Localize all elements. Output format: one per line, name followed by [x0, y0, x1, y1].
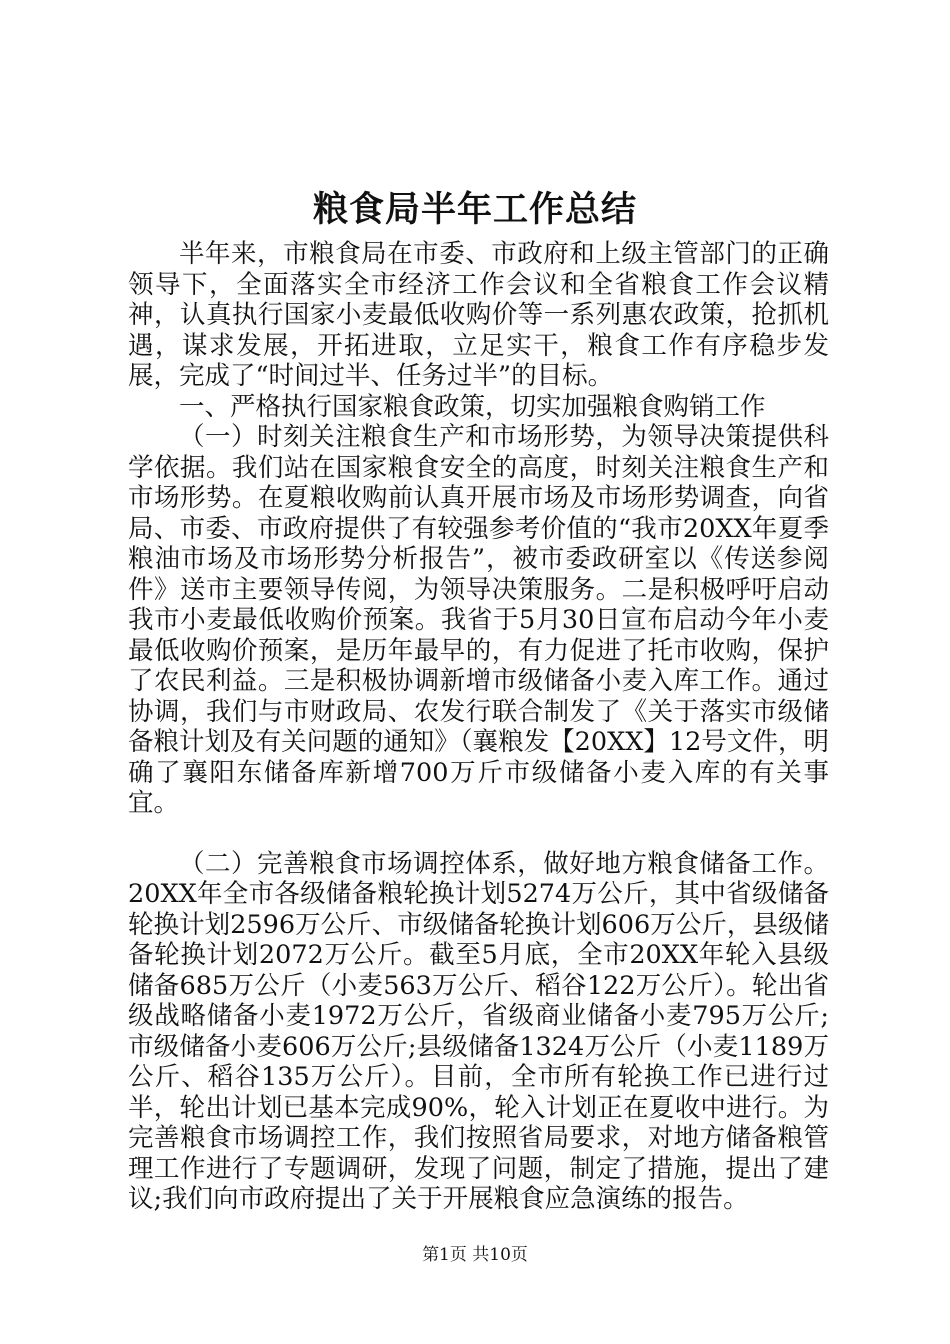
page-number-footer: 第1页 共10页	[422, 1245, 528, 1265]
paragraph-subsection-2: （二）完善粮食市场调控体系，做好地方粮食储备工作。20XX年全市各级储备粮轮换计划5274万公斤，其中省级储备轮换计划2596万公斤、市级储备轮换计划606万公斤，县级储备轮换计划2072万公斤。截至5月底，全市20XX年轮入县级储备685万公斤（小麦563万公斤、稻谷122万公斤）。轮出省级战略储备小麦1972万公斤，省级商业储备小麦795万公斤;市级储备小麦606万公斤;县级储备1324万公斤（小麦1189万公斤、稻谷135万公斤）。目前，全市所有轮换工作已进行过半，轮出计划已基本完成90%，轮入计划正在夏收中进行。为完善粮食市场调控工作，我们按照省局要求，对地方储备粮管理工作进行了专题调研，发现了问题，制定了措施，提出了建议;我们向市政府提出了关于开展粮食应急演练的报告。	[128, 848, 829, 1214]
section-heading-1: 一、严格执行国家粮食政策，切实加强粮食购销工作	[179, 391, 766, 422]
document-title: 粮食局半年工作总结	[312, 190, 637, 230]
paragraph-subsection-1: （一）时刻关注粮食生产和市场形势，为领导决策提供科学依据。我们站在国家粮食安全的高度，时刻关注粮食生产和市场形势。在夏粮收购前认真开展市场及市场形势调查，向省局、市委、市政府提供了有较强参考价值的“我市20XX年夏季粮油市场及市场形势分析报告”，被市委政研室以《传送参阅件》送市主要领导传阅，为领导决策服务。二是积极呼吁启动我市小麦最低收购价预案。我省于5月30日宣布启动今年小麦最低收购价预案，是历年最早的，有力促进了托市收购，保护了农民利益。三是积极协调新增市级储备小麦入库工作。通过协调，我们与市财政局、农发行联合制发了《关于落实市级储备粮计划及有关问题的通知》（襄粮发【20XX】12号文件，明确了襄阳东储备库新增700万斤市级储备小麦入库的有关事宜。	[128, 422, 829, 818]
document-body	[128, 239, 829, 1215]
paragraph-intro: 半年来，市粮食局在市委、市政府和上级主管部门的正确领导下，全面落实全市经济工作会议和全省粮食工作会议精神，认真执行国家小麦最低收购价等一系列惠农政策，抢抓机遇，谋求发展，开拓进取，立足实干，粮食工作有序稳步发展，完成了“时间过半、任务过半”的目标。	[128, 239, 829, 391]
